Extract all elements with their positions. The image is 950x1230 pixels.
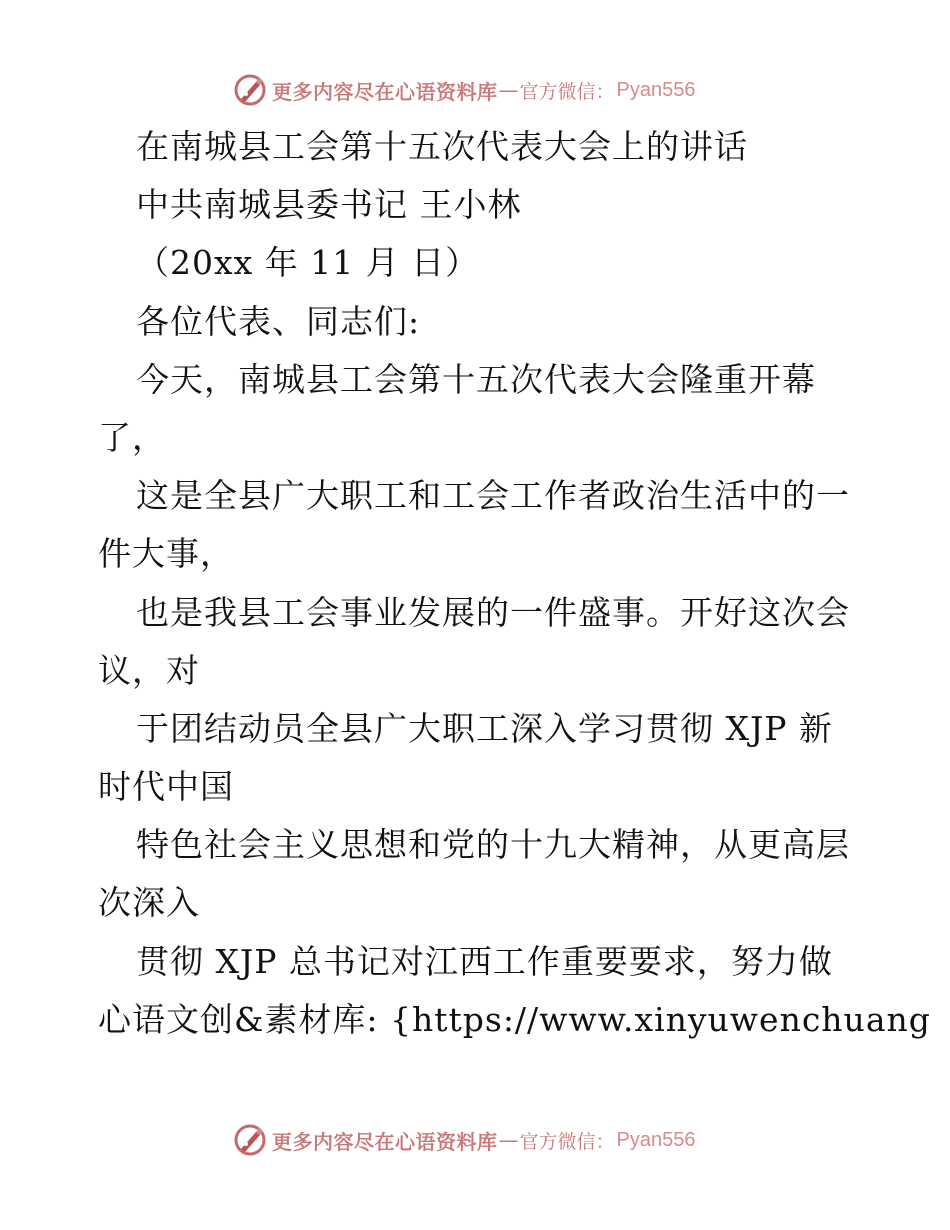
text-line: 于团结动员全县广大职工深入学习贯彻 XJP 新 xyxy=(136,708,833,748)
source-link-line: 心语文创&素材库: {https://www.xinyuwenchuang xyxy=(98,999,931,1039)
banner-wechat-id: Pyan556 xyxy=(616,1128,696,1151)
document-body xyxy=(98,118,931,1049)
text-line: 也是我县工会事业发展的一件盛事。开好这次会 xyxy=(136,592,850,632)
text-line: 这是全县广大职工和工会工作者政治生活中的一 xyxy=(136,476,850,516)
text-line: 了， xyxy=(98,417,166,457)
text-line: 特色社会主义思想和党的十九大精神，从更高层 xyxy=(136,825,850,865)
text-line: 贯彻 XJP 总书记对江西工作重要要求，努力做 xyxy=(136,941,833,981)
text-line: 议，对 xyxy=(98,650,200,690)
banner-wechat-label: 官方微信： xyxy=(519,1130,615,1153)
text-line: 件大事， xyxy=(98,534,234,574)
footer-banner xyxy=(232,1120,695,1160)
speaker-line: 中共南城县委书记 王小林 xyxy=(136,185,522,225)
banner-separator: — xyxy=(498,78,519,102)
pen-logo-icon xyxy=(232,72,268,108)
text-line: 时代中国 xyxy=(98,767,234,807)
text-line: 今天，南城县工会第十五次代表大会隆重开幕 xyxy=(136,359,816,399)
banner-main-text: 更多内容尽在心语资料库 xyxy=(272,1129,498,1154)
banner-separator: — xyxy=(498,1128,519,1152)
salutation-line: 各位代表、同志们: xyxy=(136,301,421,341)
banner-main-text: 更多内容尽在心语资料库 xyxy=(272,79,498,104)
speech-title: 在南城县工会第十五次代表大会上的讲话 xyxy=(136,127,748,166)
date-line: （20xx 年 11 月 日） xyxy=(136,243,480,283)
banner-wechat-id: Pyan556 xyxy=(616,78,696,101)
pen-logo-icon xyxy=(232,1122,268,1158)
text-line: 次深入 xyxy=(98,883,200,923)
header-banner xyxy=(232,70,695,110)
banner-wechat-label: 官方微信： xyxy=(519,80,615,103)
